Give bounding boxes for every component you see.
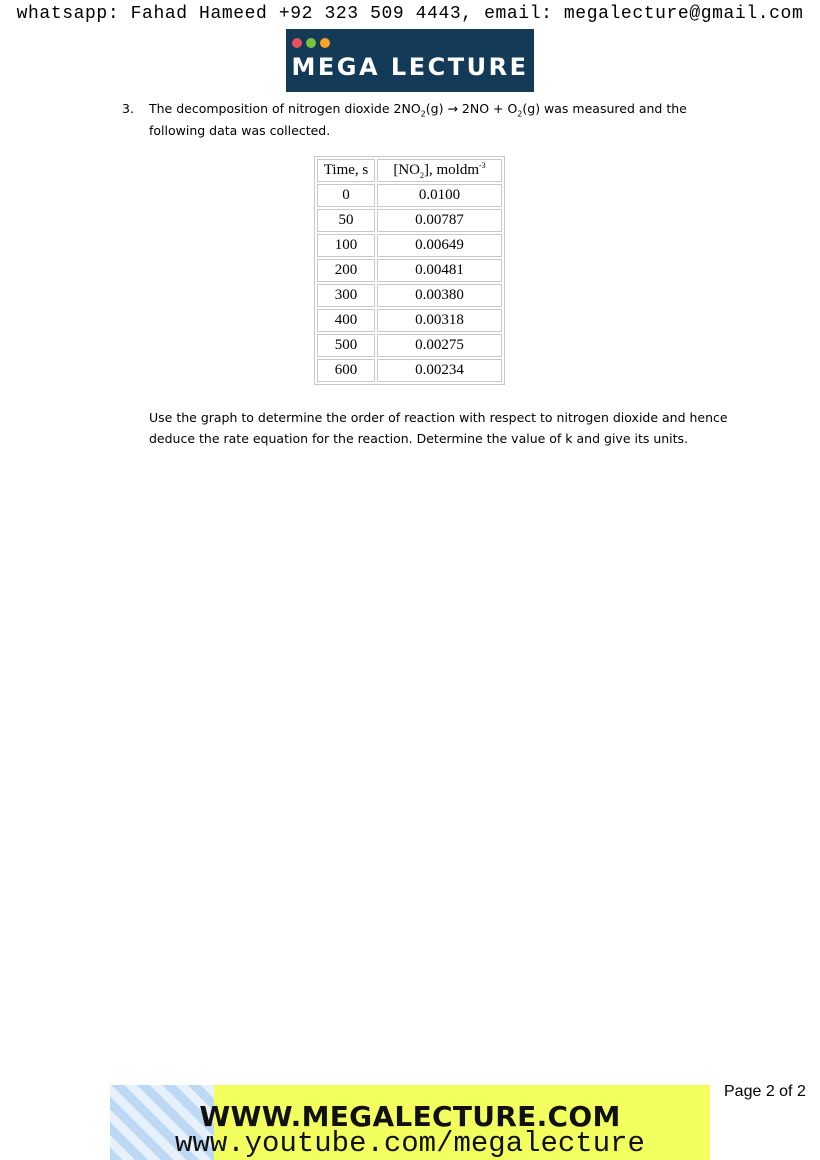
cell-time: 50: [317, 209, 375, 232]
table-header-row: [317, 159, 502, 182]
cell-time: 600: [317, 359, 375, 382]
table-row: [317, 284, 502, 307]
table-row: [317, 359, 502, 382]
header-part: ], moldm: [424, 162, 479, 178]
cell-concentration: 0.00481: [377, 259, 502, 282]
reactant-state: (g): [425, 101, 448, 116]
cell-concentration: 0.00275: [377, 334, 502, 357]
column-header-concentration: [377, 159, 502, 182]
subscript: 2: [420, 171, 424, 180]
data-table: [314, 156, 505, 385]
question-text: [149, 98, 742, 142]
table-row: [317, 209, 502, 232]
cell-time: 200: [317, 259, 375, 282]
header-part: [NO: [393, 162, 420, 178]
cell-time: 0: [317, 184, 375, 207]
header-contact: whatsapp: Fahad Hameed +92 323 509 4443, email: megalecture@gmail.com: [16, 4, 804, 24]
table-row: [317, 184, 502, 207]
table-body: [317, 184, 502, 382]
logo-name: MEGA LECTURE: [291, 53, 529, 81]
instruction-text: Use the graph to determine the order of reaction with respect to nitrogen dioxide and hence deduce the rate equation for the reaction. Determine the value of k and give its units.: [149, 410, 728, 446]
cell-concentration: 0.00380: [377, 284, 502, 307]
cell-concentration: 0.0100: [377, 184, 502, 207]
logo-dots: [292, 38, 330, 48]
footer-website[interactable]: WWW.MEGALECTURE.COM: [199, 1100, 621, 1133]
cell-time: 300: [317, 284, 375, 307]
cell-concentration: 0.00234: [377, 359, 502, 382]
question-number: 3.: [122, 101, 134, 116]
subscript: 2: [517, 109, 523, 119]
subscript: 2: [420, 109, 426, 119]
logo-dot-red: [292, 38, 302, 48]
mega-lecture-logo: [286, 29, 534, 92]
cell-time: 400: [317, 309, 375, 332]
cell-time: 500: [317, 334, 375, 357]
page-number: Page 2 of 2: [724, 1083, 806, 1100]
question-3: [122, 98, 742, 142]
footer-youtube[interactable]: www.youtube.com/megalecture: [175, 1127, 645, 1160]
cell-concentration: 0.00649: [377, 234, 502, 257]
cell-time: 100: [317, 234, 375, 257]
cell-concentration: 0.00787: [377, 209, 502, 232]
footer-banner: [110, 1085, 710, 1160]
products-text: 2NO + O: [457, 101, 518, 116]
table-row: [317, 259, 502, 282]
table-row: [317, 234, 502, 257]
reaction-arrow-icon: →: [447, 101, 458, 116]
logo-dot-orange: [320, 38, 330, 48]
table-row: [317, 309, 502, 332]
column-header-time: Time, s: [317, 159, 375, 182]
products-text-end: (g) was measured and the following data was collected.: [149, 101, 687, 138]
superscript: -3: [479, 161, 486, 170]
question-intro: The decomposition of nitrogen dioxide 2NO: [149, 101, 421, 116]
cell-concentration: 0.00318: [377, 309, 502, 332]
table-row: [317, 334, 502, 357]
logo-dot-green: [306, 38, 316, 48]
